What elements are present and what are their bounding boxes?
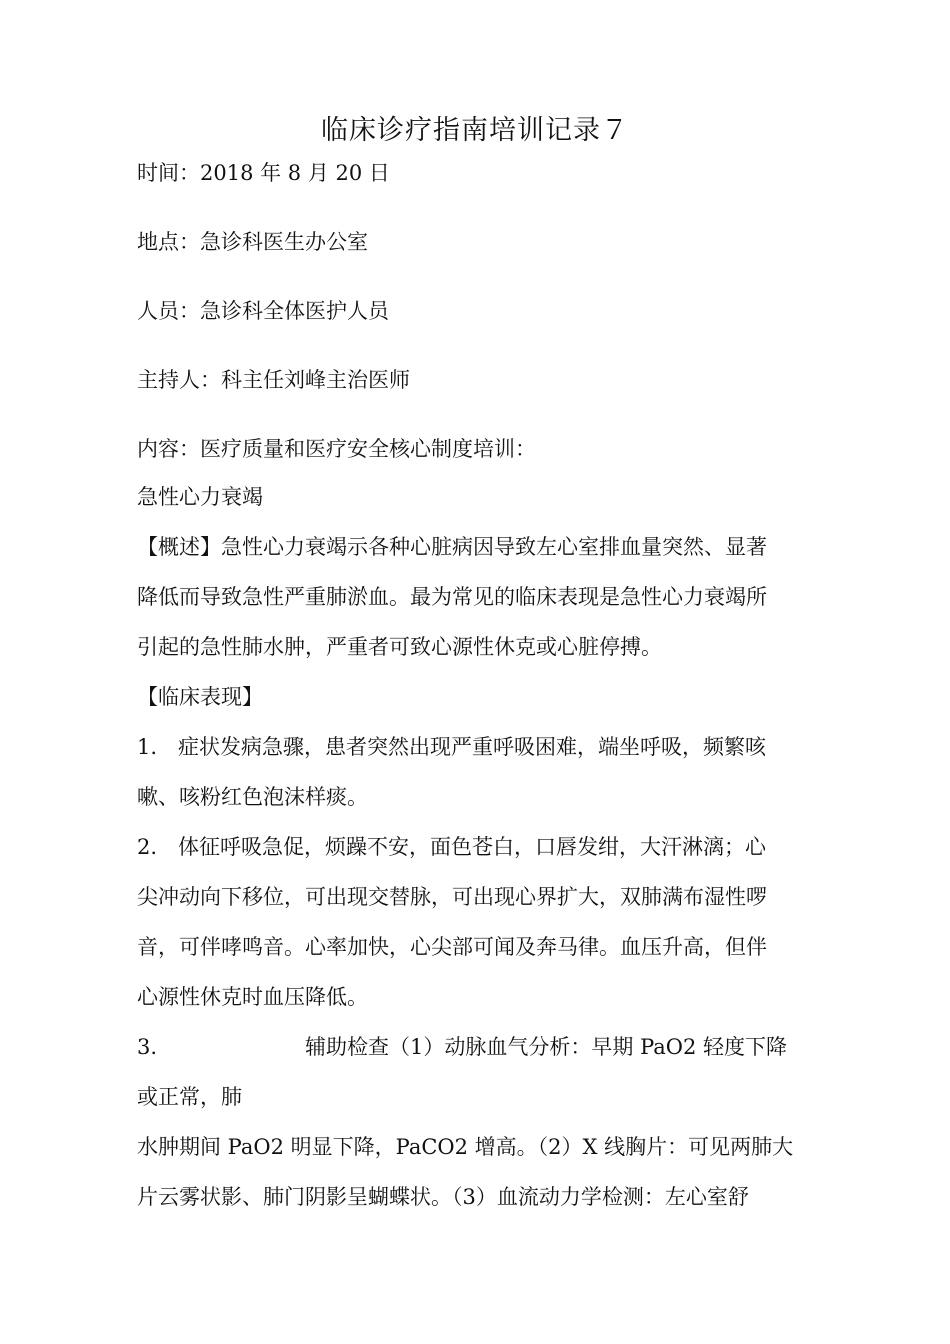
page-title: 临床诊疗指南培训记录７ [321, 115, 629, 146]
item3-line-4: 片云雾状影、肺门阴影呈蝴蝶状。（3）血流动力学检测：左心室舒 [137, 1185, 749, 1209]
meta-place: 地点：急诊科医生办公室 [137, 230, 368, 254]
item2-line-3: 音，可伴哮鸣音。心率加快，心尖部可闻及奔马律。血压升高，但伴 [137, 935, 767, 959]
overview-line-2: 降低而导致急性严重肺淤血。最为常见的临床表现是急性心力衰竭所 [137, 585, 767, 609]
body-section [137, 472, 817, 1222]
item1-line-1: 1. 症状发病急骤，患者突然出现严重呼吸困难，端坐呼吸，频繁咳 [137, 735, 767, 759]
item2-line-2: 尖冲动向下移位，可出现交替脉，可出现心界扩大，双肺满布湿性啰 [137, 885, 767, 909]
meta-people: 人员：急诊科全体医护人员 [137, 299, 389, 323]
item3-line-2: 或正常，肺 [137, 1085, 242, 1109]
item3-text: 辅助检查（1）动脉血气分析：早期 PaO2 轻度下降 [305, 1035, 788, 1059]
item3-number: 3. [137, 1035, 158, 1059]
meta-host: 主持人：科主任刘峰主治医师 [137, 368, 410, 392]
item2-line-4: 心源性休克时血压降低。 [137, 985, 368, 1009]
section-heading: 急性心力衰竭 [137, 485, 263, 509]
clinical-heading: 【临床表现】 [137, 685, 263, 709]
meta-content: 内容：医疗质量和医疗安全核心制度培训： [137, 437, 536, 461]
item2-line-1: 2. 体征呼吸急促，烦躁不安，面色苍白，口唇发绀，大汗淋漓；心 [137, 835, 767, 859]
overview-line-1: 【概述】急性心力衰竭示各种心脏病因导致左心室排血量突然、显著 [137, 535, 767, 559]
item3-line-3: 水肿期间 PaO2 明显下降，PaCO2 增高。（2）X 线胸片：可见两肺大 [137, 1135, 794, 1159]
overview-line-3: 引起的急性肺水肿，严重者可致心源性休克或心脏停搏。 [137, 635, 662, 659]
item1-line-2: 嗽、咳粉红色泡沫样痰。 [137, 785, 368, 809]
meta-time: 时间：2018 年 8 月 20 日 [137, 161, 390, 185]
item3-line-1 [137, 1022, 817, 1072]
